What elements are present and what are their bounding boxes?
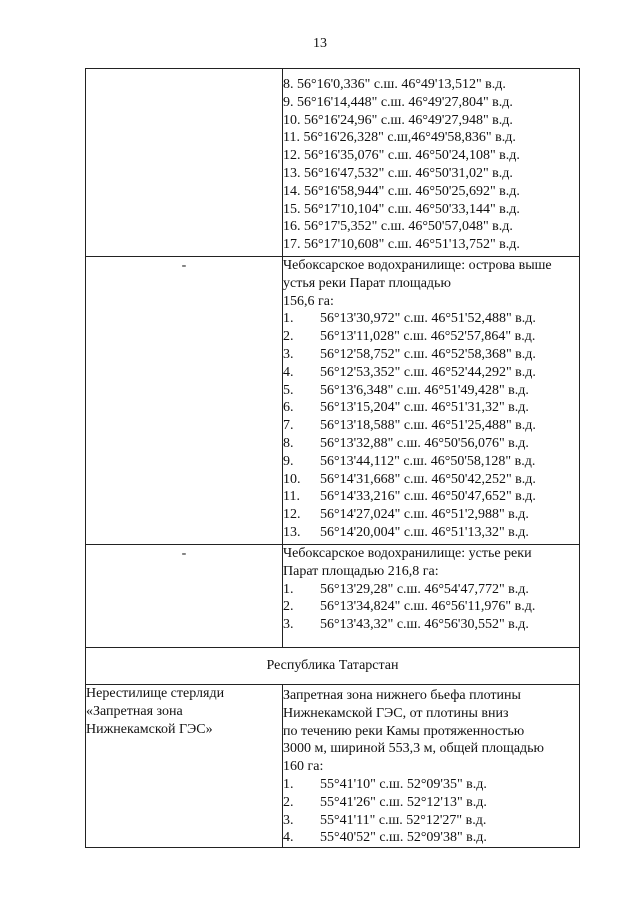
- row1-coordinates-cell: [283, 69, 580, 257]
- page-number: 13: [313, 36, 327, 51]
- point-coordinates: 56°13'11,028" с.ш. 46°52'57,864" в.д.: [320, 329, 536, 345]
- coordinate-point: [283, 829, 579, 847]
- table-row: [86, 648, 580, 685]
- name-line: Нижнекамской ГЭС»: [86, 721, 213, 737]
- table-row: [86, 545, 580, 648]
- point-number: 8.: [283, 435, 294, 451]
- coordinate-point: [283, 453, 579, 471]
- coordinate-line: 13. 56°16'47,532" с.ш. 46°50'31,02" в.д.: [283, 165, 513, 181]
- table-row: [86, 69, 580, 257]
- spawning-ground-name-cell: [86, 685, 283, 848]
- coordinate-point: [283, 346, 579, 364]
- row3-dash-cell: -: [86, 545, 283, 648]
- coordinate-point: [283, 399, 579, 417]
- description-line: устья реки Парат площадью: [283, 275, 451, 291]
- coordinate-point: [283, 598, 579, 616]
- point-coordinates: 56°13'18,588" с.ш. 46°51'25,488" в.д.: [320, 418, 536, 434]
- coordinate-point: [283, 364, 579, 382]
- point-coordinates: 56°13'29,28" с.ш. 46°54'47,772" в.д.: [320, 581, 529, 597]
- document-table: [85, 68, 580, 848]
- coordinate-point: [283, 435, 579, 453]
- coordinate-line: 9. 56°16'14,448" с.ш. 46°49'27,804" в.д.: [283, 94, 513, 110]
- point-number: 5.: [283, 382, 294, 398]
- description-line: Чебоксарское водохранилище: устье реки: [283, 546, 532, 561]
- point-number: 4.: [283, 364, 294, 380]
- coordinate-point: [283, 776, 579, 794]
- coordinate-point: [283, 581, 579, 599]
- point-coordinates: 56°13'6,348" с.ш. 46°51'49,428" в.д.: [320, 382, 529, 398]
- coordinate-line: 15. 56°17'10,104" с.ш. 46°50'33,144" в.д.: [283, 201, 520, 217]
- point-number: 6.: [283, 400, 294, 416]
- description-line: 160 га:: [283, 759, 324, 775]
- region-header: Республика Татарстан: [86, 648, 580, 685]
- coordinate-point: [283, 506, 579, 524]
- point-number: 13.: [283, 524, 301, 540]
- coordinate-point: [283, 616, 579, 634]
- point-coordinates: 55°41'10" с.ш. 52°09'35" в.д.: [320, 776, 487, 792]
- description-line: 3000 м, шириной 553,3 м, общей площадью: [283, 741, 545, 757]
- coordinate-line: 10. 56°16'24,96" с.ш. 46°49'27,948" в.д.: [283, 112, 513, 128]
- point-coordinates: 56°13'44,112" с.ш. 46°50'58,128" в.д.: [320, 453, 536, 469]
- description-line: 156,6 га:: [283, 293, 334, 309]
- coordinate-line: 8. 56°16'0,336" с.ш. 46°49'13,512" в.д.: [283, 77, 506, 92]
- point-coordinates: 56°13'30,972" с.ш. 46°51'52,488" в.д.: [320, 311, 536, 327]
- point-coordinates: 56°13'43,32" с.ш. 46°56'30,552" в.д.: [320, 617, 529, 633]
- point-number: 1.: [283, 311, 294, 327]
- table-row: [86, 257, 580, 545]
- point-number: 2.: [283, 599, 294, 615]
- point-coordinates: 56°14'33,216" с.ш. 46°50'47,652" в.д.: [320, 489, 536, 505]
- row2-dash-cell: -: [86, 257, 283, 545]
- name-line: «Запретная зона: [86, 703, 183, 719]
- point-coordinates: 55°40'52" с.ш. 52°09'38" в.д.: [320, 830, 487, 846]
- point-number: 1.: [283, 581, 294, 597]
- point-number: 7.: [283, 418, 294, 434]
- coordinate-point: [283, 794, 579, 812]
- point-number: 3.: [283, 812, 294, 828]
- point-number: 2.: [283, 794, 294, 810]
- table-row: [86, 685, 580, 848]
- point-number: 1.: [283, 776, 294, 792]
- coordinate-point: [283, 382, 579, 400]
- point-number: 10.: [283, 471, 301, 487]
- coordinate-point: [283, 471, 579, 489]
- description-line: Нижнекамской ГЭС, от плотины вниз: [283, 705, 509, 721]
- coordinate-point: [283, 417, 579, 435]
- point-coordinates: 56°14'27,024" с.ш. 46°51'2,988" в.д.: [320, 507, 529, 523]
- point-coordinates: 56°14'20,004" с.ш. 46°51'13,32" в.д.: [320, 524, 529, 540]
- point-coordinates: 56°13'34,824" с.ш. 46°56'11,976" в.д.: [320, 599, 536, 615]
- description-line: Чебоксарское водохранилище: острова выше: [283, 258, 552, 273]
- coordinate-line: 14. 56°16'58,944" с.ш. 46°50'25,692" в.д.: [283, 183, 520, 199]
- coordinate-line: 12. 56°16'35,076" с.ш. 46°50'24,108" в.д.: [283, 148, 520, 164]
- row2-description-cell: [283, 257, 580, 545]
- coordinate-point: [283, 328, 579, 346]
- point-coordinates: 56°13'15,204" с.ш. 46°51'31,32" в.д.: [320, 400, 529, 416]
- point-coordinates: 56°12'58,752" с.ш. 46°52'58,368" в.д.: [320, 346, 536, 362]
- coordinate-line: 17. 56°17'10,608" с.ш. 46°51'13,752" в.д.: [283, 237, 520, 253]
- point-number: 11.: [283, 489, 300, 505]
- point-number: 4.: [283, 830, 294, 846]
- point-coordinates: 56°13'32,88" с.ш. 46°50'56,076" в.д.: [320, 435, 529, 451]
- point-number: 9.: [283, 453, 294, 469]
- description-line: Запретная зона нижнего бьефа плотины: [283, 688, 521, 703]
- point-number: 3.: [283, 346, 294, 362]
- row3-description-cell: [283, 545, 580, 648]
- restricted-zone-cell: [283, 685, 580, 848]
- coordinate-line: 11. 56°16'26,328" с.ш,46°49'58,836" в.д.: [283, 130, 516, 146]
- point-coordinates: 56°12'53,352" с.ш. 46°52'44,292" в.д.: [320, 364, 536, 380]
- point-number: 2.: [283, 329, 294, 345]
- coordinate-point: [283, 812, 579, 830]
- point-number: 3.: [283, 617, 294, 633]
- coordinate-point: [283, 310, 579, 328]
- description-line: Парат площадью 216,8 га:: [283, 563, 439, 579]
- coordinate-point: [283, 524, 579, 542]
- row1-left-cell: [86, 69, 283, 257]
- coordinate-line: 16. 56°17'5,352" с.ш. 46°50'57,048" в.д.: [283, 219, 513, 235]
- point-coordinates: 55°41'26" с.ш. 52°12'13" в.д.: [320, 794, 487, 810]
- coordinate-point: [283, 488, 579, 506]
- description-line: по течению реки Камы протяженностью: [283, 723, 525, 739]
- point-coordinates: 55°41'11" с.ш. 52°12'27" в.д.: [320, 812, 487, 828]
- name-line: Нерестилище стерляди: [86, 686, 225, 701]
- point-coordinates: 56°14'31,668" с.ш. 46°50'42,252" в.д.: [320, 471, 536, 487]
- point-number: 12.: [283, 507, 301, 523]
